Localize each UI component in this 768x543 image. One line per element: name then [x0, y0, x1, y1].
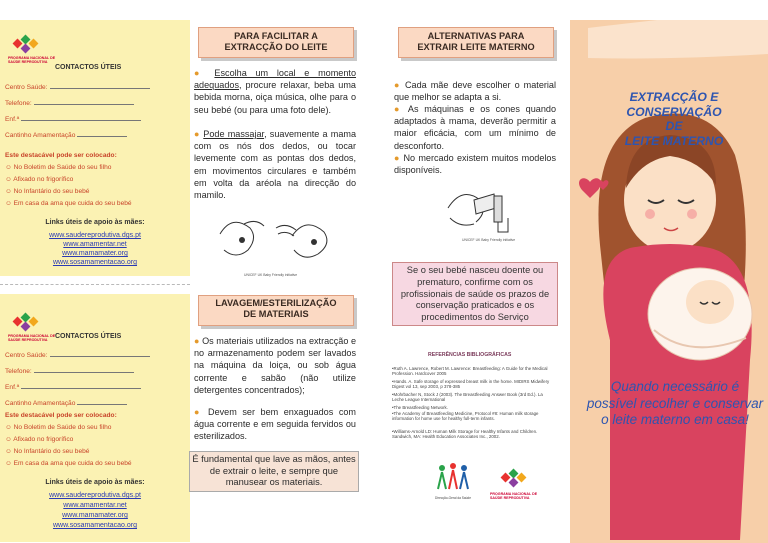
placement-note: ☺ No Infantário do seu bebé	[5, 188, 90, 195]
alternatives-paragraph-2: ● As máquinas e os cones quando adaptados à mama, deverão permitir a maior eficácia, com um mínimo de desconforto.	[394, 104, 556, 151]
cleaning-heading: LAVAGEM/ESTERILIZAÇÃO DE MATERIAIS	[198, 295, 354, 326]
breast-pump-illustration	[440, 178, 520, 236]
placement-note: ☺ No Infantário do seu bebé	[5, 448, 90, 455]
contacts-title: CONTACTOS ÚTEIS	[55, 333, 122, 340]
link-mamamater[interactable]: www.mamamater.org	[62, 250, 128, 257]
facilitate-paragraph-1: ● Escolha um local e momento adequados, procure relaxar, beba uma bebida morna, oiça música, olhe para o seu bebé (ou para uma foto dele).	[194, 68, 357, 115]
program-logo: PROGRAMA NACIONAL DE SAÚDE REPRODUTIVA	[8, 312, 58, 346]
nurse-field[interactable]: Enf.ª	[5, 382, 141, 391]
reference-item: •Ruth A. Lawrence, Robert M. Lawrence: Breastfeeding: A Guide for the Medical Profession. Hardcover 2005	[392, 366, 548, 377]
link-sosamamentacao[interactable]: www.sosamamentacao.org	[52, 522, 138, 529]
hand-washing-highlight: É fundamental que lave as mãos, antes de extrair o leite, e sempre que manusear os materiais.	[189, 451, 359, 492]
premature-baby-note: Se o seu bebé nasceu doente ou prematuro, confirme com os profissionais de saúde os prazos de conservação praticados e os procedimentos do Serviço	[392, 262, 558, 326]
dgs-logo: Direcção-Geral da Saúde	[432, 461, 474, 499]
breast-massage-illustration	[214, 206, 342, 268]
link-saudereprodutiva[interactable]: www.saudereprodutiva.dgs.pt	[49, 492, 141, 499]
dgs-logo-figure-icon	[432, 461, 474, 491]
cleaning-paragraph-2: ● Devem ser bem enxaguados com água corrente e em seguida fervidos ou esterilizados.	[194, 407, 357, 442]
alternatives-heading: ALTERNATIVAS PARA EXTRAIR LEITE MATERNO	[398, 27, 554, 58]
cleaning-paragraph-1: ● Os materiais utilizados na extracção e no armazenamento podem ser lavados na máquina da loiça, ou sob água corrente e sabão (não utilize detergentes concentrados);	[194, 336, 357, 395]
contacts-title: CONTACTOS ÚTEIS	[55, 64, 122, 71]
placement-note: ☺ Afixado no frigorífico	[5, 436, 74, 443]
breastfeeding-corner-field[interactable]: Cantinho Amamentação	[5, 130, 127, 139]
illustration-caption: UNICEF UK Baby Friendly initiative	[462, 238, 516, 242]
program-logo: PROGRAMA NACIONAL DE SAÚDE REPRODUTIVA	[8, 34, 58, 68]
reference-item: •The Academy of Breastfeeding Medicine, Protocol #8: Human milk storage information for home use for healthy full-term infants.	[392, 411, 539, 422]
reference-item: •Hands. A. Safe storage of expressed breast milk in the home. MIDIRS Midwifery Digest vol 13, sep 2003, p 378-385	[392, 379, 550, 390]
link-sosamamentacao[interactable]: www.sosamamentacao.org	[52, 259, 138, 266]
health-center-field[interactable]: Centro Saúde:	[5, 82, 150, 91]
cover-title: EXTRACÇÃO E CONSERVAÇÃO DE LEITE MATERNO	[624, 90, 724, 148]
links-heading: Links úteis de apoio às mães:	[45, 479, 145, 486]
alternatives-paragraph-3: ● No mercado existem muitos modelos disponíveis.	[394, 153, 556, 176]
reference-item: •Mohrbacher N, Stock J (2003). The Breastfeeding Answer Book (3rd Ed.). La Leche League International	[392, 392, 543, 403]
phone-field[interactable]: Telefone:	[5, 366, 134, 375]
placement-note: ☺ No Boletim de Saúde do seu filho	[5, 164, 112, 171]
cover-subtitle: Quando necessário é possível recolher e conservar o leite materno em casa!	[586, 379, 764, 427]
placement-note: ☺ Afixado no frigorífico	[5, 176, 74, 183]
breastfeeding-corner-field[interactable]: Cantinho Amamentação	[5, 398, 127, 407]
placement-note: ☺ Em casa da ama que cuida do seu bebé	[5, 460, 132, 467]
links-heading: Links úteis de apoio às mães:	[45, 219, 145, 226]
nurse-field[interactable]: Enf.ª	[5, 114, 141, 123]
snsr-logo: PROGRAMA NACIONAL DE SAÚDE REPRODUTIVA	[490, 470, 540, 504]
reference-item: •Williams-Arnold LD: Human Milk Storage for Healthy Infants and Children. Sandwich, MA: Health Education Associates Inc., 2002.	[392, 429, 538, 440]
references-heading: REFERÊNCIAS BIBLIOGRÁFICAS	[428, 352, 512, 358]
phone-field[interactable]: Telefone:	[5, 98, 134, 107]
link-amamentar[interactable]: www.amamentar.net	[63, 502, 127, 509]
placement-note: ☺ Em casa da ama que cuida do seu bebé	[5, 200, 132, 207]
placement-note: ☺ No Boletim de Saúde do seu filho	[5, 424, 112, 431]
facilitate-heading: PARA FACILITAR A EXTRACÇÃO DO LEITE	[198, 27, 354, 58]
illustration-caption: UNICEF UK Baby Friendly initiative	[244, 273, 298, 277]
link-mamamater[interactable]: www.mamamater.org	[62, 512, 128, 519]
reference-item: •The Breastfeeding Network.	[392, 405, 448, 410]
health-center-field[interactable]: Centro Saúde:	[5, 350, 150, 359]
link-amamentar[interactable]: www.amamentar.net	[63, 241, 127, 248]
placement-note-heading: Este destacável pode ser colocado:	[5, 152, 117, 159]
placement-note-heading: Este destacável pode ser colocado:	[5, 412, 117, 419]
facilitate-paragraph-2: ● Pode massajar, suavemente a mama com os nós dos dedos, ou tocar levemente com as pontas dos dedos, em movimentos circulares e também em volta da aréola na direcção do mamilo.	[194, 129, 357, 201]
cut-line	[0, 284, 190, 285]
link-saudereprodutiva[interactable]: www.saudereprodutiva.dgs.pt	[49, 232, 141, 239]
alternatives-paragraph-1: ● Cada mãe deve escolher o material que melhor se adapta a si.	[394, 80, 557, 103]
